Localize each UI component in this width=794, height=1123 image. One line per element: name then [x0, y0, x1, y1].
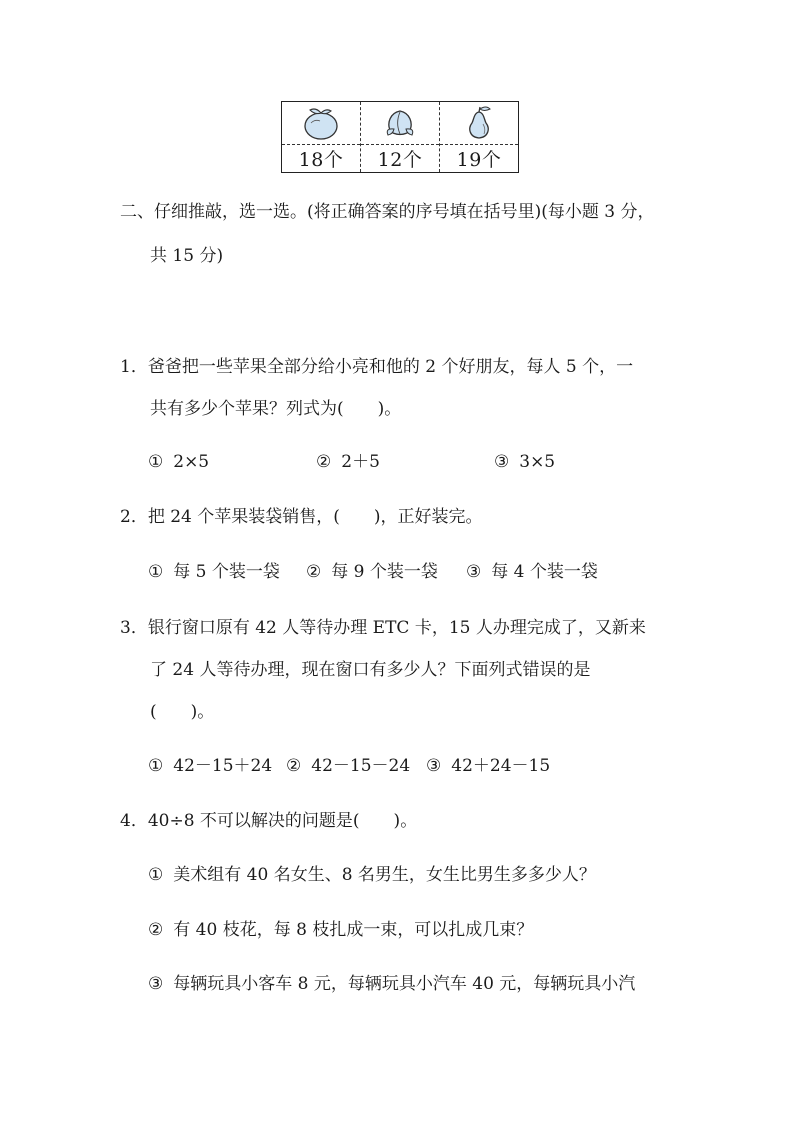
peach-count: 12个 — [377, 149, 423, 171]
question-2-text-line1: 把 24 个苹果装袋销售，( )，正好装完。 — [147, 507, 483, 527]
question-2-option-2: ② 每 9 个装一袋 — [306, 562, 438, 582]
question-4-option-3: ③ 每辆玩具小客车 8 元，每辆玩具小汽车 40 元，每辆玩具小汽 — [148, 974, 636, 994]
question-4-line1 — [120, 810, 417, 832]
question-2-option-3: ③ 每 4 个装一袋 — [466, 562, 598, 582]
fruit-column-pear — [440, 102, 518, 172]
question-3-text-line1: 银行窗口原有 42 人等待办理 ETC 卡，15 人办理完成了，又新来 — [147, 618, 646, 638]
question-1-option-3: ③ 3×5 — [494, 452, 556, 472]
question-2-number: 2． — [120, 507, 148, 527]
question-3-text-line3: ( )。 — [150, 702, 215, 722]
fruit-column-orange — [282, 102, 361, 172]
question-3-number: 3． — [120, 618, 148, 638]
question-3-option-2: ② 42－15－24 — [286, 756, 411, 776]
orange-cell — [282, 102, 360, 145]
peach-icon — [380, 105, 420, 141]
fruit-table — [281, 101, 519, 173]
question-2-option-1: ① 每 5 个装一袋 — [148, 562, 280, 582]
pear-cell — [440, 102, 518, 145]
question-4-option-1: ① 美术组有 40 名女生、8 名男生，女生比男生多多少人？ — [148, 865, 596, 885]
question-1-line1 — [120, 356, 633, 378]
question-3-text-line2: 了 24 人等待办理，现在窗口有多少人？下面列式错误的是 — [150, 660, 591, 680]
question-3-option-1: ① 42－15＋24 — [148, 756, 273, 776]
question-4-text-line1: 40÷8 不可以解决的问题是( )。 — [147, 811, 418, 831]
question-4-number: 4． — [120, 811, 148, 831]
fruit-column-peach — [361, 102, 440, 172]
question-1-text-line1: 爸爸把一些苹果全部分给小亮和他的 2 个好朋友，每人 5 个，一 — [147, 357, 634, 377]
pear-count: 19个 — [456, 149, 502, 171]
question-1-option-1: ① 2×5 — [148, 452, 210, 472]
question-1-text-line2: 共有多少个苹果？列式为( )。 — [150, 399, 402, 419]
pear-icon — [459, 104, 499, 142]
orange-count: 18个 — [298, 149, 344, 171]
question-3-line1 — [120, 617, 646, 639]
question-1-option-2: ② 2＋5 — [316, 452, 380, 472]
orange-icon — [301, 105, 341, 141]
question-3-option-3: ③ 42＋24－15 — [426, 756, 551, 776]
section-heading-line2: 共 15 分) — [150, 246, 224, 266]
question-2-line1 — [120, 506, 483, 528]
section-heading-line1: 二、仔细推敲，选一选。(将正确答案的序号填在括号里)(每小题 3 分， — [120, 202, 655, 222]
peach-cell — [361, 102, 439, 145]
question-1-number: 1． — [120, 357, 148, 377]
question-4-option-2: ② 有 40 枝花，每 8 枝扎成一束，可以扎成几束？ — [148, 920, 534, 940]
